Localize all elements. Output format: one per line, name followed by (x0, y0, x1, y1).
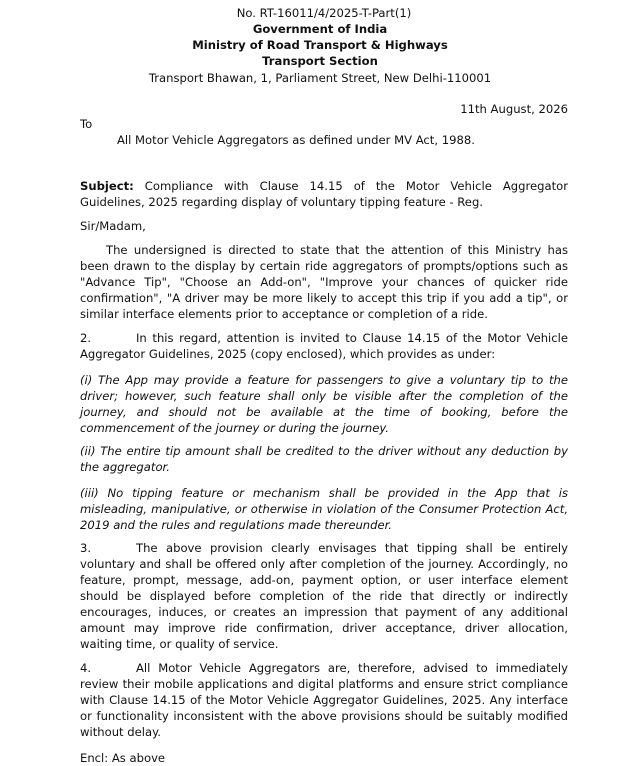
government-name: Government of India (252, 22, 388, 36)
paragraph-2-number: 2. (80, 331, 92, 345)
reference-number: No. RT-16011/4/2025-T-Part(1) (236, 6, 412, 20)
paragraph-3 (80, 540, 568, 652)
salutation: Sir/Madam, (80, 219, 146, 233)
paragraph-4-text: All Motor Vehicle Aggregators are, therefore, advised to immediately review their mobile applications and digital platforms and ensure strict compliance with Clause 14.15 of the Motor Vehicle Aggregator Guidelines, 2025. Any interface or functionality inconsistent with the above provisions should be suitably modified without delay. (80, 661, 568, 739)
subject-line (80, 178, 568, 210)
subject-text: Compliance with Clause 14.15 of the Motor Vehicle Aggregator Guidelines, 2025 regarding display of voluntary tipping feature - Reg. (80, 179, 568, 209)
subject-label: Subject: (80, 179, 134, 193)
section-name: Transport Section (262, 54, 378, 68)
paragraph-2 (80, 330, 568, 362)
letter-date: 11th August, 2026 (460, 102, 568, 116)
paragraph-4-number: 4. (80, 661, 92, 675)
paragraph-3-text: The above provision clearly envisages that tipping shall be entirely voluntary and shall be offered only after completion of the journey. Accordingly, no feature, prompt, message, add-on, payment option, or user interface element should be displayed before completion of the ride that directly or indirectly encourages, induces, or creates an impression that payment of any additional amount may improve ride confirmation, driver acceptance, driver allocation, waiting time, or quality of service. (80, 541, 568, 651)
to-label: To (80, 117, 93, 131)
letterhead (0, 5, 640, 86)
paragraph-3-number: 3. (80, 541, 92, 555)
quoted-clause-i: (i) The App may provide a feature for passengers to give a voluntary tip to the driver; however, such feature shall only be visible after the completion of the journey, and should not be available at the time of booking, before the commencement of the journey or during the journey. (80, 373, 568, 435)
quoted-clause-iii: (iii) No tipping feature or mechanism shall be provided in the App that is misleading, manipulative, or otherwise in violation of the Consumer Protection Act, 2019 and the rules and regulations made thereunder. (80, 486, 568, 532)
office-address: Transport Bhawan, 1, Parliament Street, New Delhi-110001 (148, 71, 492, 85)
paragraph-1: The undersigned is directed to state that the attention of this Ministry has been drawn to the display by certain ride aggregators of prompts/options such as "Advance Tip", "Choose an Add-on", "Improve your chances of quicker ride confirmation", "A driver may be more likely to accept this trip if you add a tip", or similar interface elements prior to acceptance or completion of a ride. (80, 243, 568, 321)
paragraph-2-text: In this regard, attention is invited to Clause 14.15 of the Motor Vehicle Aggregator Guidelines, 2025 (copy enclosed), which provides as under: (80, 331, 568, 361)
enclosure-note: Encl: As above (80, 751, 166, 765)
paragraph-4 (80, 660, 568, 740)
addressee: All Motor Vehicle Aggregators as defined under MV Act, 1988. (117, 133, 475, 147)
letter-body (80, 178, 568, 766)
ministry-name: Ministry of Road Transport & Highways (192, 38, 448, 52)
quoted-clause-ii: (ii) The entire tip amount shall be credited to the driver without any deduction by the aggregator. (80, 444, 568, 474)
